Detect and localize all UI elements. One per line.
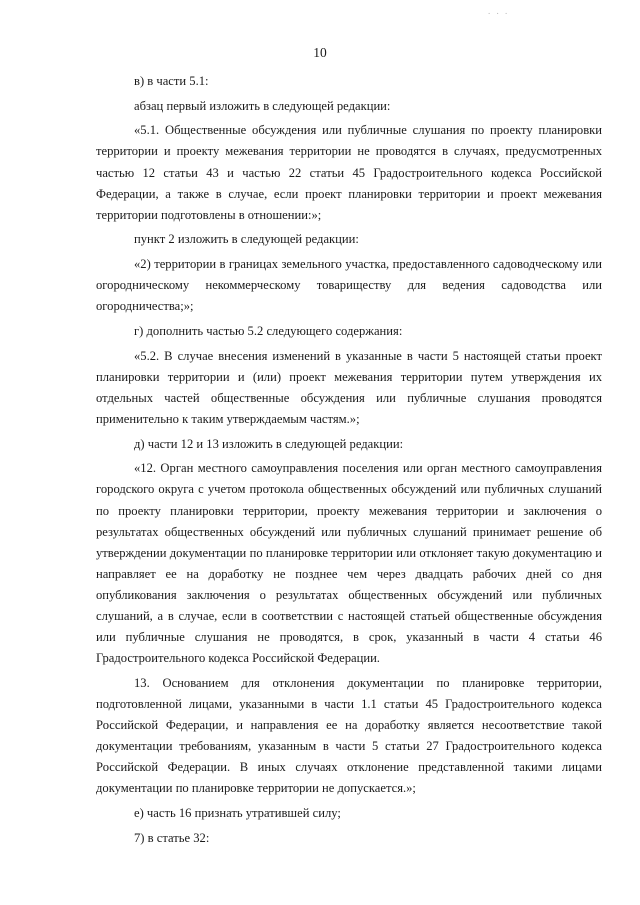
document-body	[96, 71, 602, 852]
paragraph-part-5-2: «5.2. В случае внесения изменений в указанные в части 5 настоящей статьи проект планировки территории и (или) проект межевания территории путем утверждения их отдельных частей общественные обсуждения или публичные слушания проводятся применительно к таким утверждаемым частям.»;	[96, 348, 602, 426]
paragraph-item-e: е) часть 16 признать утратившей силу;	[134, 806, 341, 821]
paragraph-item-v: в) в части 5.1:	[134, 74, 209, 88]
paragraph-instruction-first-abzac: абзац первый изложить в следующей редакции:	[134, 98, 391, 113]
paragraph-part-12: «12. Орган местного самоуправления поселения или орган местного самоуправления городского округа с учетом протокола общественных обсуждений или публичных слушаний по проекту планировки территории, проекту межевания территории и заключения о результатах общественных обсуждений или публичных слушаний принимает решение об утверждении документации по планировке территории или отклоняет такую документацию и направляет ее на доработку не позднее чем через двадцать рабочих дней со дня опубликования заключения о результатах общественных обсуждений или публичных слушаний, а в случае, если в соответствии с настоящей статьей общественные обсуждения или публичные слушания не проводятся, в срок, указанный в части 4 статьи 46 Градостроительного кодекса Российской Федерации.	[96, 461, 602, 666]
paragraph-part-13: 13. Основанием для отклонения документации по планировке территории, подготовленной лицами, указанными в части 1.1 статьи 45 Градостроительного кодекса Российской Федерации, и направления ее на доработку является несоответствие такой документации требованиям, указанным в части 5 статьи 27 Градостроительного кодекса Российской Федерации. В иных случаях отклонение представленной такими лицами документации по планировке территории не допускается.»;	[96, 675, 602, 796]
paragraph-part-5-1: «5.1. Общественные обсуждения или публичные слушания по проекту планировки территории и проекту межевания территории не проводятся в случаях, предусмотренных частью 12 статьи 43 и частью 22 статьи 45 Градостроительного кодекса Российской Федерации, а также в случае, если проект планировки территории и проект межевания территории подготовлены в отношении:»;	[96, 123, 602, 222]
paragraph-item-g: г) дополнить частью 5.2 следующего содержания:	[134, 324, 403, 338]
paragraph-item-d: д) части 12 и 13 изложить в следующей редакции:	[134, 436, 404, 451]
paragraph-instruction-punkt-2: пункт 2 изложить в следующей редакции:	[134, 232, 359, 247]
paragraph-item-7: 7) в статье 32:	[134, 830, 210, 845]
paragraph-punkt-2: «2) территории в границах земельного участка, предоставленного садоводческому или огородническому некоммерческому товариществу для ведения садоводства или огородничества;»;	[96, 257, 602, 314]
page-number: 10	[313, 45, 327, 60]
scan-artifact-dots: . . .	[488, 6, 510, 16]
